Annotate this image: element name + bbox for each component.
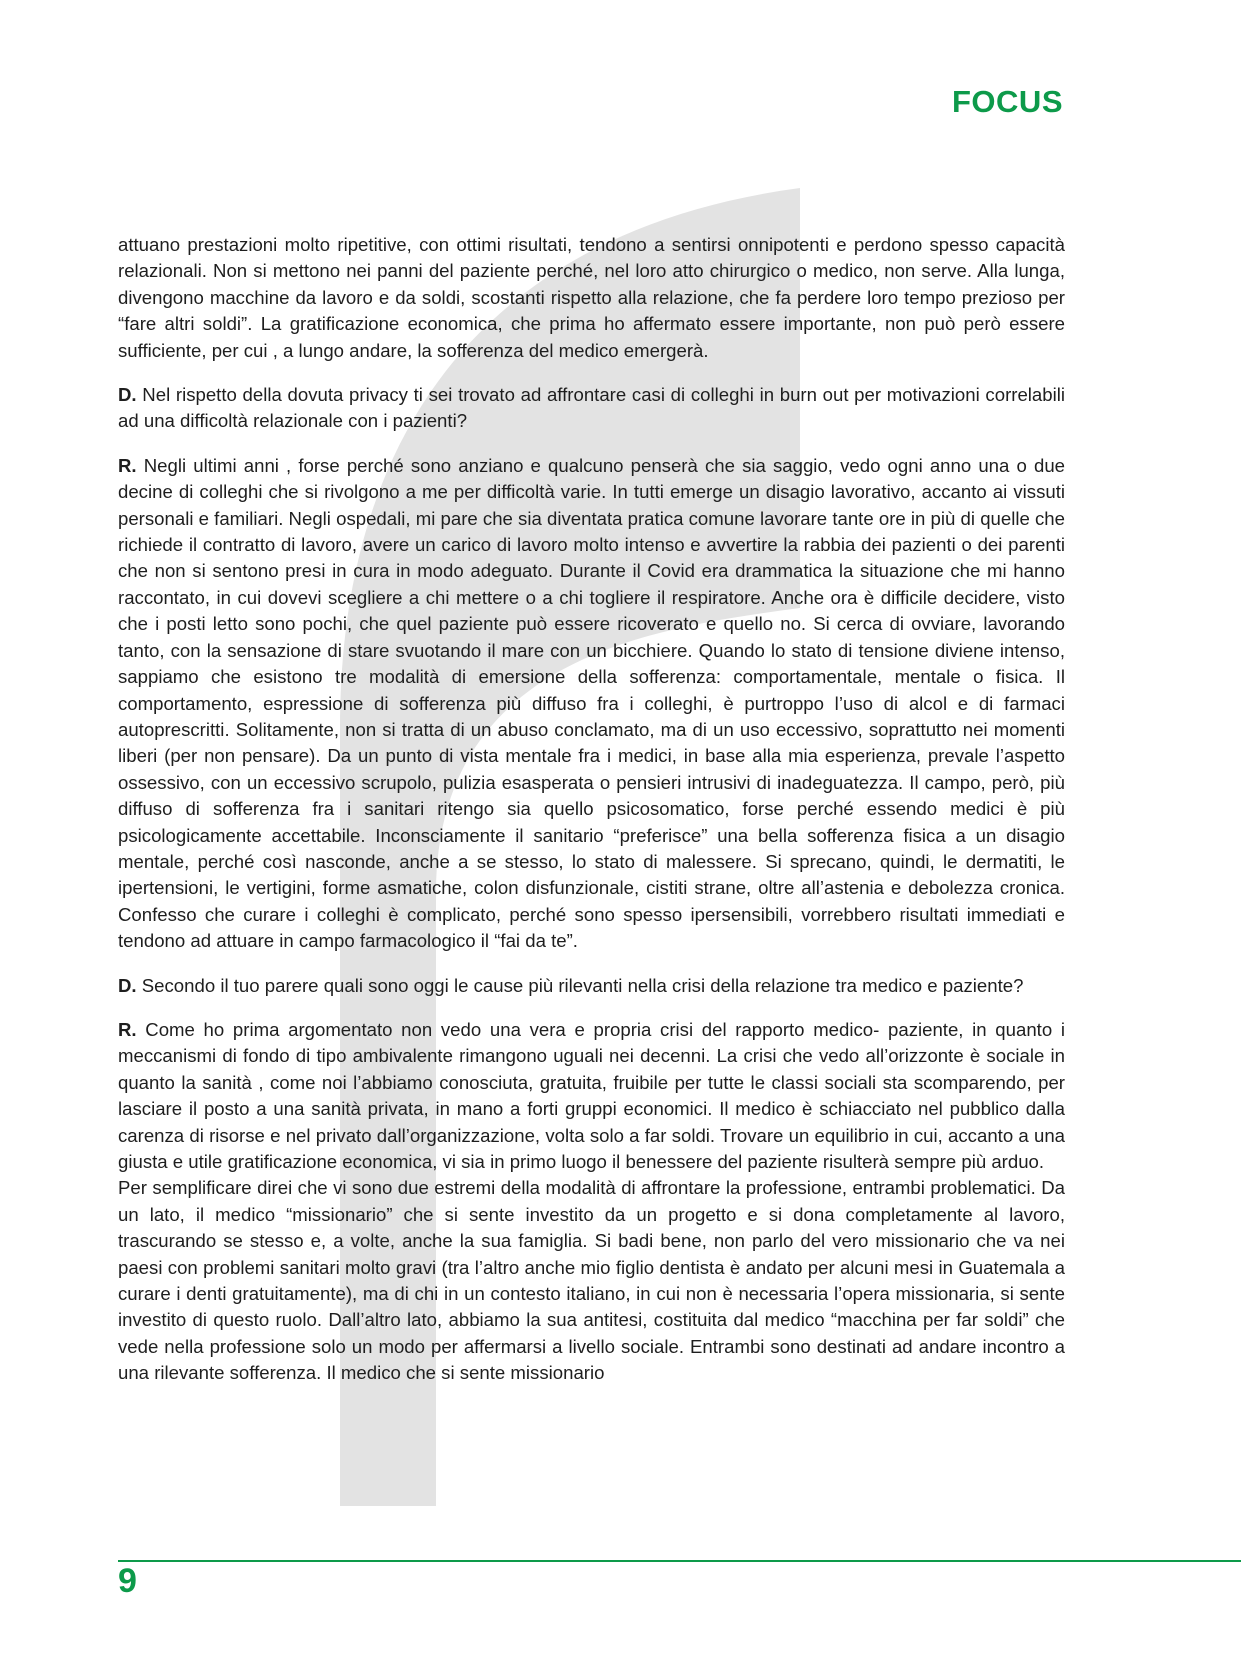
question-text: Secondo il tuo parere quali sono oggi le cause più rilevanti nella crisi della relazione tra medico e paziente?: [141, 974, 1024, 996]
answer-label: R.: [118, 454, 137, 476]
answer-2: [118, 1017, 1065, 1175]
paragraph-intro: attuano prestazioni molto ripetitive, con ottimi risultati, tendono a sentirsi onnipotenti e perdono spesso capacità relazionali. Non si mettono nei panni del paziente perché, nel loro atto chirurgico o medico, non serve. Alla lunga, divengono macchine da lavoro e da soldi, scostanti rispetto alla relazione, che fa perdere loro tempo prezioso per “fare altri soldi”. La gratificazione economica, che prima ho affermato essere importante, non può però essere sufficiente, per cui , a lungo andare, la sofferenza del medico emergerà.: [118, 234, 1065, 361]
section-title: FOCUS: [952, 84, 1063, 119]
paragraph-continued: Per semplificare direi che vi sono due estremi della modalità di affrontare la professione, entrambi problematici. Da un lato, il medico “missionario” che si sente investito da un progetto e si dona completamente al lavoro, trascurando se stesso e, a volte, anche la sua famiglia. Si badi bene, non parlo del vero missionario che va nei paesi con problemi sanitari molto gravi (tra l’altro anche mio figlio dentista è andato per alcuni mesi in Guatemala a curare i denti gratuitamente), ma di chi in un contesto italiano, in cui non è necessaria l’opera missionaria, si sente investito di questo ruolo. Dall’altro lato, abbiamo la sua antitesi, costituita dal medico “macchina per far soldi” che vede nella professione solo un modo per affermarsi a livello sociale. Entrambi sono destinati ad andare incontro a una rilevante sofferenza. Il medico che si sente missionario: [118, 1177, 1065, 1384]
question-text: Nel rispetto della dovuta privacy ti sei trovato ad affrontare casi di colleghi in burn out per motivazioni correlabili ad una difficoltà relazionale con i pazienti?: [118, 384, 1065, 432]
answer-1: [118, 453, 1065, 955]
article-body: [118, 232, 1065, 1405]
answer-text: Negli ultimi anni , forse perché sono anziano e qualcuno penserà che sia saggio, vedo ogni anno una o due decine di colleghi che si rivolgono a me per difficoltà varie. In tutti emerge un disagio lavorativo, accanto ai vissuti personali e familiari. Negli ospedali, mi pare che sia diventata pratica comune lavorare tante ore in più di quelle che richiede il contratto di lavoro, avere un carico di lavoro molto intenso e avvertire la rabbia dei pazienti o dei parenti che non si sentono presi in cura in modo adeguato. Durante il Covid era drammatica la situazione che mi hanno raccontato, in cui dovevi scegliere a chi mettere o a chi togliere il respiratore. Anche ora è difficile decidere, visto che i posti letto sono pochi, che quel paziente può essere ricoverato e quello no. Si cerca di ovviare, lavorando tanto, con la sensazione di stare svuotando il mare con un bicchiere. Quando lo stato di tensione diviene intenso, sappiamo che esistono tre modalità di emersione della sofferenza: comportamentale, mentale o fisica. Il comportamento, espressione di sofferenza più diffuso fra i colleghi, è purtroppo l’uso di alcol e di farmaci autoprescritti. Solitamente, non si tratta di un abuso conclamato, ma di un uso eccessivo, soprattutto nei momenti liberi (per non pensare). Da un punto di vista mentale fra i medici, in base alla mia esperienza, prevale l’aspetto ossessivo, con un eccessivo scrupolo, pulizia esasperata o pensieri intrusivi di inadeguatezza. Il campo, però, più diffuso di sofferenza fra i sanitari ritengo sia quello psicosomatico, forse perché essendo medici è più psicologicamente accettabile. Inconsciamente il sanitario “preferisce” una bella sofferenza fisica a un disagio mentale, perché così nasconde, anche a se stesso, lo stato di malessere. Si sprecano, quindi, le dermatiti, le ipertensioni, le vertigini, forme asmatiche, colon disfunzionale, cistiti strane, oltre all’astenia e debolezza cronica. Confesso che curare i colleghi è complicato, perché sono spesso ipersensibili, vorrebbero risultati immediati e tendono ad attuare in campo farmacologico il “fai da te”.: [118, 454, 1065, 952]
footer-divider: [118, 1560, 1241, 1562]
answer-label: R.: [118, 1018, 137, 1040]
question-2: [118, 973, 1065, 999]
question-1: [118, 382, 1065, 435]
answer-text: Come ho prima argomentato non vedo una vera e propria crisi del rapporto medico- paziente, in quanto i meccanismi di fondo di tipo ambivalente rimangono uguali nei decenni. La crisi che vedo all’orizzonte è sociale in quanto la sanità , come noi l’abbiamo conosciuta, gratuita, fruibile per tutte le classi sociali sta scomparendo, per lasciare il posto a una sanità privata, in mano a forti gruppi economici. Il medico è schiacciato nel pubblico dalla carenza di risorse e nel privato dall’organizzazione, volta solo a far soldi. Trovare un equilibrio in cui, accanto a una giusta e utile gratificazione economica, vi sia in primo luogo il benessere del paziente risulterà sempre più arduo.: [118, 1018, 1065, 1172]
question-label: D.: [118, 974, 137, 996]
question-label: D.: [118, 384, 137, 406]
page-number: 9: [118, 1562, 137, 1600]
